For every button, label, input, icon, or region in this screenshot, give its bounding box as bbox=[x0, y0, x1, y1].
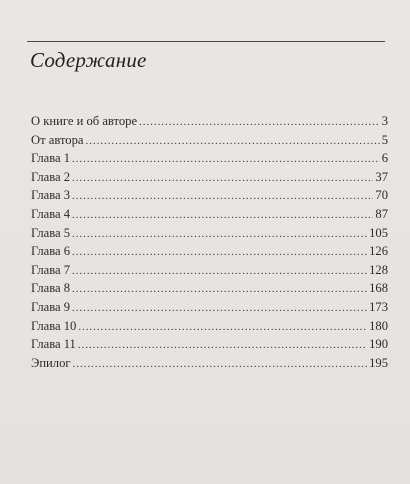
toc-entry-label: Глава 1 bbox=[31, 151, 71, 166]
toc-entry-label: Глава 10 bbox=[31, 318, 77, 333]
toc-entry-label: Глава 2 bbox=[31, 169, 71, 184]
table-of-contents bbox=[31, 112, 388, 372]
toc-entry-label: Глава 5 bbox=[31, 225, 71, 240]
dot-leader bbox=[72, 150, 380, 169]
toc-entry-page: 70 bbox=[375, 188, 388, 203]
dot-leader bbox=[78, 336, 367, 355]
toc-entry-label: О книге и об авторе bbox=[31, 114, 138, 128]
toc-entry bbox=[31, 317, 388, 336]
toc-entry-label: Глава 4 bbox=[31, 206, 71, 221]
dot-leader bbox=[139, 113, 380, 132]
dot-leader bbox=[72, 299, 367, 318]
toc-entry-label: Глава 3 bbox=[31, 188, 71, 203]
toc-entry-page: 37 bbox=[375, 169, 388, 184]
toc-entry bbox=[31, 261, 388, 280]
dot-leader bbox=[72, 169, 373, 188]
toc-entry-page: 3 bbox=[381, 114, 388, 128]
dot-leader bbox=[78, 318, 367, 337]
toc-entry bbox=[31, 112, 388, 131]
dot-leader bbox=[72, 262, 367, 281]
toc-entry-label: Глава 8 bbox=[31, 281, 71, 296]
dot-leader bbox=[86, 132, 380, 151]
toc-entry-label: Глава 9 bbox=[31, 299, 71, 314]
toc-entry bbox=[31, 354, 388, 373]
top-rule bbox=[27, 41, 385, 42]
page-title: Содержание bbox=[30, 48, 147, 72]
toc-entry bbox=[31, 149, 388, 168]
toc-entry bbox=[31, 224, 388, 243]
toc-entry bbox=[31, 298, 388, 317]
toc-entry-page: 6 bbox=[381, 151, 388, 166]
toc-entry bbox=[31, 131, 388, 150]
toc-entry-page: 105 bbox=[369, 225, 388, 240]
toc-entry-label: Глава 11 bbox=[31, 337, 76, 352]
toc-entry-page: 168 bbox=[369, 281, 388, 296]
toc-entry bbox=[31, 335, 388, 354]
toc-entry bbox=[31, 205, 388, 224]
toc-entry-label: Глава 6 bbox=[31, 244, 71, 259]
toc-entry-label: Эпилог bbox=[31, 355, 71, 370]
toc-entry-page: 126 bbox=[369, 244, 388, 259]
toc-entry-page: 173 bbox=[369, 299, 388, 314]
toc-entry-label: От автора bbox=[31, 132, 84, 147]
toc-entry bbox=[31, 186, 388, 205]
toc-entry-page: 195 bbox=[369, 355, 388, 370]
toc-entry-page: 87 bbox=[375, 206, 388, 221]
dot-leader bbox=[72, 243, 367, 262]
toc-entry bbox=[31, 242, 388, 261]
dot-leader bbox=[72, 206, 373, 225]
toc-entry bbox=[31, 279, 388, 298]
toc-entry-page: 128 bbox=[369, 262, 388, 277]
dot-leader bbox=[72, 280, 367, 299]
dot-leader bbox=[73, 355, 368, 374]
toc-entry-page: 190 bbox=[369, 337, 388, 352]
dot-leader bbox=[72, 187, 373, 206]
toc-entry-label: Глава 7 bbox=[31, 262, 71, 277]
toc-entry bbox=[31, 168, 388, 187]
dot-leader bbox=[72, 225, 367, 244]
toc-entry-page: 180 bbox=[369, 318, 388, 333]
toc-entry-page: 5 bbox=[381, 132, 388, 147]
